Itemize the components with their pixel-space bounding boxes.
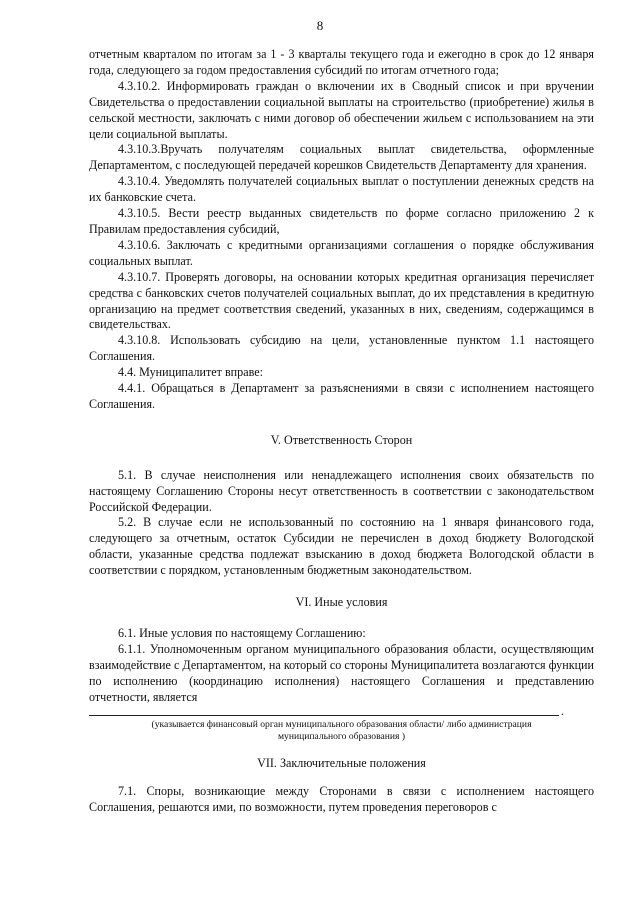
paragraph-4-3-10-3: 4.3.10.3.Вручать получателям социальных выплат свидетельства, оформленные Департаментом, с последующей передачей корешков Свидетельств Департаменту для хранения. xyxy=(89,142,594,173)
section-5-title: V. Ответственность Сторон xyxy=(270,432,413,447)
fill-in-note-line-2: муниципального образования ) xyxy=(277,730,406,742)
paragraph-continuation: отчетным кварталом по итогам за 1 - 3 кварталы текущего года и ежегодно в срок до 12 января года, следующего за годом предоставления субсидий по итогам отчетного года; xyxy=(89,47,594,77)
fill-in-row xyxy=(89,703,594,718)
paragraph-4-3-10-8: 4.3.10.8. Использовать субсидию на цели, установленные пунктом 1.1 настоящего Соглашения. xyxy=(89,333,594,364)
paragraph-4-3-10-7: 4.3.10.7. Проверять договоры, на основании которых кредитная организация перечисляет средства с банковских счетов получателей социальных выплат, до их представления в кредитную организацию на предмет соответствия сведений, указанных в них, сведениям, содержащимся в свидетельствах. xyxy=(89,269,594,332)
paragraph-4-4: 4.4. Муниципалитет вправе: xyxy=(118,365,263,380)
paragraph-4-3-10-5: 4.3.10.5. Вести реестр выданных свидетельств по форме согласно приложению 2 к Правилам предоставления субсидий, xyxy=(89,206,594,236)
document-body xyxy=(89,47,594,816)
section-7-title: VII. Заключительные положения xyxy=(257,755,426,770)
paragraph-5-2: 5.2. В случае если не использованный по состоянию на 1 января финансового года, следующего за отчетным, остаток Субсидии не перечислен в доход бюджету Вологодской области, указанные средства подлежат взысканию в доход бюджета Вологодской области в соответствии с порядком, установленным бюджетным законодательством. xyxy=(89,515,594,578)
fill-in-line xyxy=(89,711,559,716)
paragraph-5-1: 5.1. В случае неисполнения или ненадлежащего исполнения своих обязательств по настоящему Соглашению Стороны несут ответственность в соответствии с законодательством Российской Федерации. xyxy=(89,467,594,514)
fill-in-note-line-1: (указывается финансовый орган муниципального образования области/ либо администрация xyxy=(151,718,532,730)
section-6-title: VI. Иные условия xyxy=(295,595,388,610)
paragraph-4-3-10-4: 4.3.10.4. Уведомлять получателей социальных выплат о поступлении денежных средств на их банковские счета. xyxy=(89,174,594,205)
page-number: 8 xyxy=(316,18,324,33)
paragraph-6-1: 6.1. Иные условия по настоящему Соглашению: xyxy=(118,626,366,640)
paragraph-7-1: 7.1. Споры, возникающие между Сторонами в связи с исполнением настоящего Соглашения, решаются ими, по возможности, путем проведения переговоров с xyxy=(89,784,594,815)
paragraph-4-3-10-2: 4.3.10.2. Информировать граждан о включении их в Сводный список и при вручении Свидетельства о предоставлении социальной выплаты на строительство (приобретение) жилья в сельской местности, заключать с ними договор об обеспечении жильем с использованием на эти цели социальной выплаты. xyxy=(89,78,594,141)
paragraph-4-4-1: 4.4.1. Обращаться в Департамент за разъяснениями в связи с исполнением настоящего Соглашения. xyxy=(89,381,594,411)
paragraph-6-1-1: 6.1.1. Уполномоченным органом муниципального образования области, осуществляющим взаимодействие с Департаментом, на который со стороны Муниципалитета возлагаются функции по исполнению (координацию исполнения) настоящего Соглашения и представлению отчетности, является xyxy=(89,641,594,704)
fill-in-note xyxy=(89,719,594,743)
fill-in-trailer: . xyxy=(561,703,565,718)
paragraph-4-3-10-6: 4.3.10.6. Заключать с кредитными организациями соглашения о порядке обслуживания социальных выплат. xyxy=(89,237,594,268)
